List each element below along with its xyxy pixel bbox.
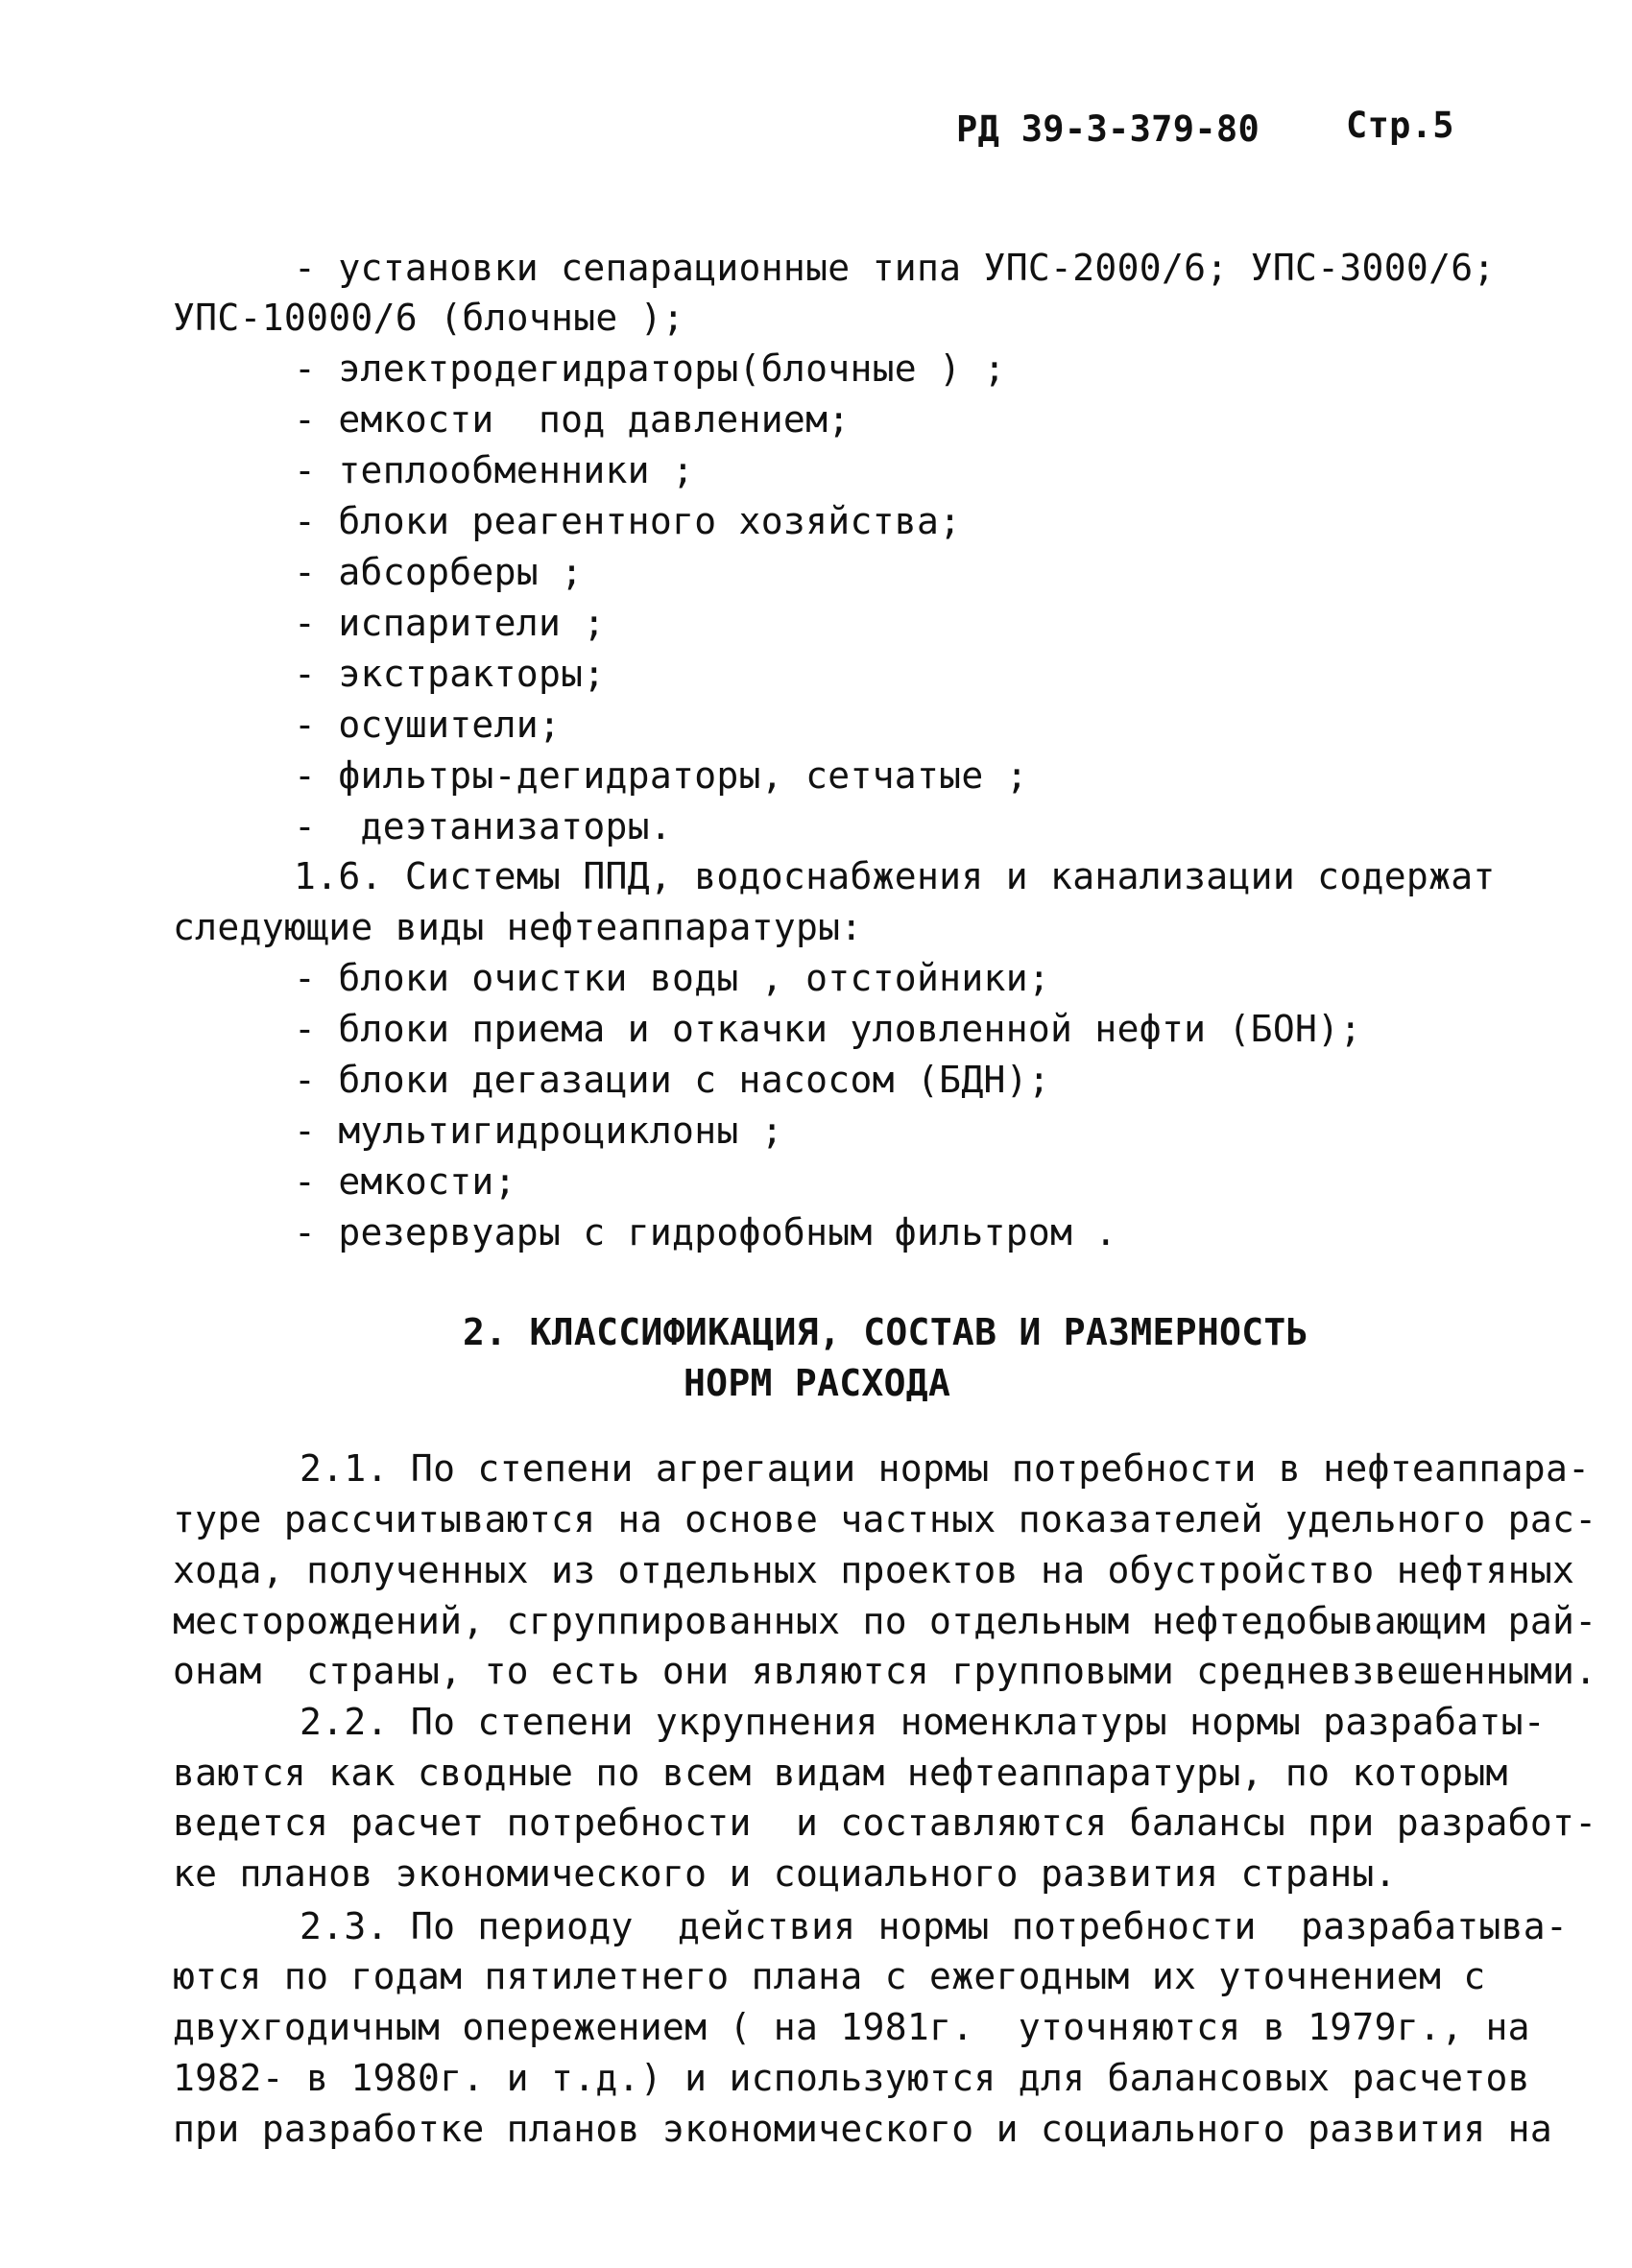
page-number: Стр.5 [1346,105,1454,146]
list-item: - блоки очистки воды , отстойники; [294,957,1051,999]
paragraph-line: ведется расчет потребности и составляются балансы при разработ- [173,1802,1597,1844]
list-item: - резервуары с гидрофобным фильтром . [294,1211,1117,1253]
list-item: - испарители ; [294,602,606,644]
paragraph-line: онам страны, то есть они являются групповыми средневзвешенными. [173,1650,1597,1692]
list-item: - осушители; [294,704,562,746]
paragraph-line: ются по годам пятилетнего плана с ежегодным их уточнением с [173,1955,1486,1997]
list-item: - абсорберы ; [294,551,584,593]
list-item: - фильтры-дегидраторы, сетчатые ; [294,754,1028,797]
list-item-separators-cont: УПС-10000/6 (блочные ); [173,297,685,339]
paragraph-line: ке планов экономического и социального развития страны. [173,1852,1397,1895]
paragraph-line: 2.2. По степени укрупнения номенклатуры нормы разрабаты- [300,1701,1546,1743]
paragraph-line: 2.3. По периоду действия нормы потребности разрабатыва- [300,1905,1569,1947]
paragraph-line: хода, полученных из отдельных проектов на обустройство нефтяных [173,1549,1575,1591]
paragraph-line: при разработке планов экономического и социального развития на [173,2108,1553,2150]
paragraph-line: двухгодичным опережением ( на 1981г. уточняются в 1979г., на [173,2006,1530,2048]
list-item: - теплообменники ; [294,449,695,491]
list-item: - электродегидраторы(блочные ) ; [294,347,1006,390]
list-item: - емкости; [294,1160,516,1203]
paragraph-line: 1982- в 1980г. и т.д.) и используются для балансовых расчетов [173,2057,1530,2099]
paragraph-line: туре рассчитываются на основе частных показателей удельного рас- [173,1498,1597,1540]
section-heading-cont: НОРМ РАСХОДА [684,1362,951,1404]
section-heading: 2. КЛАССИФИКАЦИЯ, СОСТАВ И РАЗМЕРНОСТЬ [463,1311,1308,1353]
list-item: - емкости под давлением; [294,398,851,441]
clause-1-6-line: 1.6. Системы ППД, водоснабжения и канализации содержат [294,855,1496,897]
paragraph-line: 2.1. По степени агрегации нормы потребности в нефтеаппара- [300,1447,1591,1490]
clause-1-6-line: следующие виды нефтеаппаратуры: [173,906,863,948]
document-code: РД 39-3-379-80 [956,108,1260,150]
list-item: - экстракторы; [294,653,606,695]
list-item: - блоки дегазации с насосом (БДН); [294,1059,1051,1101]
list-item-separators: - установки сепарационные типа УПС-2000/6; УПС-3000/6; [294,247,1496,289]
list-item: - деэтанизаторы. [294,805,673,848]
paragraph-line: ваются как сводные по всем видам нефтеаппаратуры, по которым [173,1752,1508,1794]
list-item: - блоки приема и откачки уловленной нефти (БОН); [294,1008,1362,1050]
list-item: - блоки реагентного хозяйства; [294,500,962,542]
list-item: - мультигидроциклоны ; [294,1110,783,1152]
paragraph-line: месторождений, сгруппированных по отдельным нефтедобывающим рай- [173,1600,1597,1642]
